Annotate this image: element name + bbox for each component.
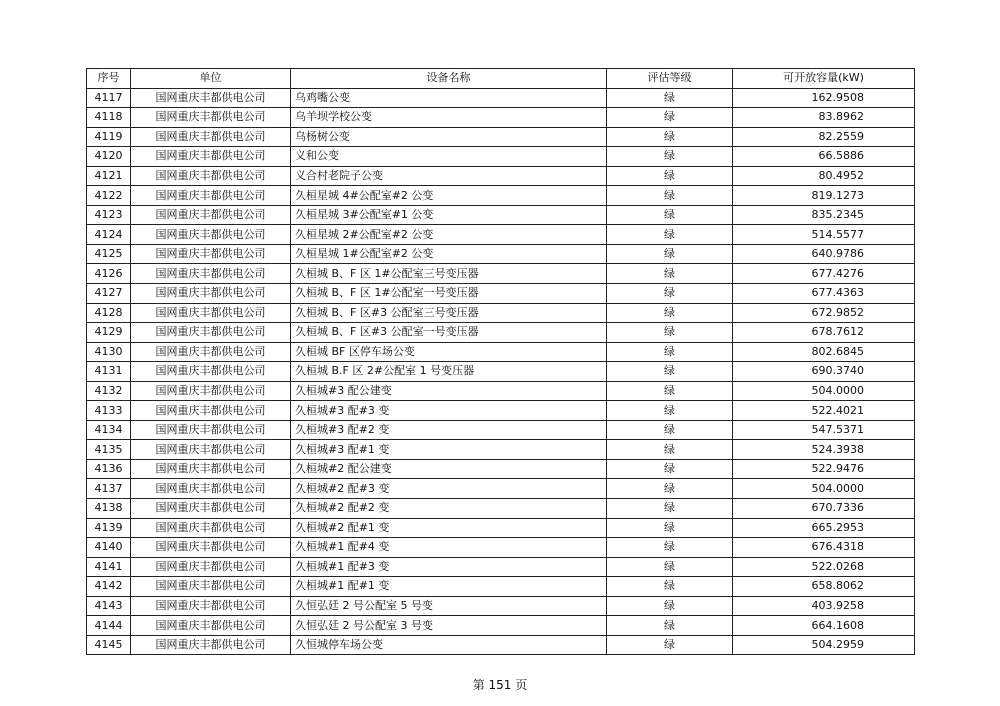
row-unit: 国网重庆丰都供电公司 — [131, 499, 291, 519]
row-serial: 4134 — [87, 420, 131, 440]
row-unit: 国网重庆丰都供电公司 — [131, 362, 291, 382]
table-row — [87, 420, 915, 440]
row-capacity: 665.2953 — [733, 518, 915, 538]
row-serial: 4123 — [87, 205, 131, 225]
row-device-name: 久桓城#2 配公建变 — [291, 459, 607, 479]
row-unit: 国网重庆丰都供电公司 — [131, 401, 291, 421]
row-capacity: 514.5577 — [733, 225, 915, 245]
row-capacity: 80.4952 — [733, 166, 915, 186]
table-row — [87, 616, 915, 636]
row-grade: 绿 — [607, 577, 733, 597]
row-grade: 绿 — [607, 284, 733, 304]
row-capacity: 403.9258 — [733, 596, 915, 616]
row-device-name: 久桓城 B、F 区 1#公配室一号变压器 — [291, 284, 607, 304]
row-serial: 4132 — [87, 381, 131, 401]
row-serial: 4128 — [87, 303, 131, 323]
row-serial: 4129 — [87, 323, 131, 343]
row-serial: 4121 — [87, 166, 131, 186]
row-serial: 4140 — [87, 538, 131, 558]
row-capacity: 690.3740 — [733, 362, 915, 382]
row-device-name: 义和公变 — [291, 147, 607, 167]
row-capacity: 677.4363 — [733, 284, 915, 304]
table-row — [87, 127, 915, 147]
table-row — [87, 205, 915, 225]
row-unit: 国网重庆丰都供电公司 — [131, 88, 291, 108]
row-capacity: 522.9476 — [733, 459, 915, 479]
row-unit: 国网重庆丰都供电公司 — [131, 127, 291, 147]
row-serial: 4133 — [87, 401, 131, 421]
table-row — [87, 538, 915, 558]
row-grade: 绿 — [607, 186, 733, 206]
row-capacity: 504.2959 — [733, 635, 915, 655]
row-serial: 4119 — [87, 127, 131, 147]
row-serial: 4127 — [87, 284, 131, 304]
table-row — [87, 479, 915, 499]
row-grade: 绿 — [607, 420, 733, 440]
row-serial: 4135 — [87, 440, 131, 460]
row-capacity: 676.4318 — [733, 538, 915, 558]
row-device-name: 义合村老院子公变 — [291, 166, 607, 186]
row-grade: 绿 — [607, 440, 733, 460]
row-grade: 绿 — [607, 166, 733, 186]
header-grade: 评估等级 — [607, 69, 733, 89]
row-capacity: 504.0000 — [733, 479, 915, 499]
row-unit: 国网重庆丰都供电公司 — [131, 577, 291, 597]
capacity-table — [86, 68, 915, 655]
page-number: 第 151 页 — [472, 678, 528, 692]
row-capacity: 835.2345 — [733, 205, 915, 225]
table-row — [87, 88, 915, 108]
row-device-name: 久桓城 BF 区停车场公变 — [291, 342, 607, 362]
row-device-name: 乌杨树公变 — [291, 127, 607, 147]
table-header-row — [87, 69, 915, 89]
row-grade: 绿 — [607, 479, 733, 499]
row-unit: 国网重庆丰都供电公司 — [131, 459, 291, 479]
row-unit: 国网重庆丰都供电公司 — [131, 479, 291, 499]
row-grade: 绿 — [607, 616, 733, 636]
table-row — [87, 499, 915, 519]
table-row — [87, 244, 915, 264]
row-grade: 绿 — [607, 147, 733, 167]
row-grade: 绿 — [607, 635, 733, 655]
row-serial: 4124 — [87, 225, 131, 245]
row-capacity: 83.8962 — [733, 108, 915, 128]
row-serial: 4137 — [87, 479, 131, 499]
row-unit: 国网重庆丰都供电公司 — [131, 323, 291, 343]
row-unit: 国网重庆丰都供电公司 — [131, 225, 291, 245]
row-capacity: 522.4021 — [733, 401, 915, 421]
row-device-name: 久恒城停车场公变 — [291, 635, 607, 655]
row-unit: 国网重庆丰都供电公司 — [131, 342, 291, 362]
row-unit: 国网重庆丰都供电公司 — [131, 518, 291, 538]
row-unit: 国网重庆丰都供电公司 — [131, 440, 291, 460]
table-row — [87, 401, 915, 421]
row-capacity: 678.7612 — [733, 323, 915, 343]
row-grade: 绿 — [607, 342, 733, 362]
row-unit: 国网重庆丰都供电公司 — [131, 108, 291, 128]
row-capacity: 524.3938 — [733, 440, 915, 460]
row-serial: 4144 — [87, 616, 131, 636]
row-device-name: 久桓城#2 配#3 变 — [291, 479, 607, 499]
row-unit: 国网重庆丰都供电公司 — [131, 420, 291, 440]
row-capacity: 522.0268 — [733, 557, 915, 577]
table-row — [87, 596, 915, 616]
row-device-name: 久桓城#1 配#3 变 — [291, 557, 607, 577]
row-unit: 国网重庆丰都供电公司 — [131, 166, 291, 186]
header-device-name: 设备名称 — [291, 69, 607, 89]
row-grade: 绿 — [607, 362, 733, 382]
row-serial: 4138 — [87, 499, 131, 519]
table-row — [87, 147, 915, 167]
row-serial: 4120 — [87, 147, 131, 167]
row-device-name: 久桓城 B、F 区 1#公配室三号变压器 — [291, 264, 607, 284]
row-device-name: 久桓星城 3#公配室#1 公变 — [291, 205, 607, 225]
row-serial: 4145 — [87, 635, 131, 655]
row-grade: 绿 — [607, 225, 733, 245]
row-grade: 绿 — [607, 401, 733, 421]
row-grade: 绿 — [607, 127, 733, 147]
row-unit: 国网重庆丰都供电公司 — [131, 205, 291, 225]
row-grade: 绿 — [607, 538, 733, 558]
row-device-name: 久桓城#2 配#1 变 — [291, 518, 607, 538]
row-device-name: 久桓星城 1#公配室#2 公变 — [291, 244, 607, 264]
row-serial: 4142 — [87, 577, 131, 597]
row-serial: 4139 — [87, 518, 131, 538]
row-unit: 国网重庆丰都供电公司 — [131, 284, 291, 304]
table-row — [87, 577, 915, 597]
row-grade: 绿 — [607, 323, 733, 343]
table-row — [87, 459, 915, 479]
row-grade: 绿 — [607, 244, 733, 264]
row-grade: 绿 — [607, 596, 733, 616]
row-serial: 4141 — [87, 557, 131, 577]
row-grade: 绿 — [607, 303, 733, 323]
table-row — [87, 362, 915, 382]
table-row — [87, 108, 915, 128]
row-device-name: 乌羊坝学校公变 — [291, 108, 607, 128]
row-grade: 绿 — [607, 459, 733, 479]
table-row — [87, 635, 915, 655]
header-serial: 序号 — [87, 69, 131, 89]
row-grade: 绿 — [607, 264, 733, 284]
row-device-name: 久桓城#2 配#2 变 — [291, 499, 607, 519]
table-row — [87, 381, 915, 401]
row-device-name: 乌鸡嘴公变 — [291, 88, 607, 108]
row-unit: 国网重庆丰都供电公司 — [131, 596, 291, 616]
row-capacity: 66.5886 — [733, 147, 915, 167]
row-device-name: 久桓城 B.F 区 2#公配室 1 号变压器 — [291, 362, 607, 382]
row-device-name: 久桓城#3 配#3 变 — [291, 401, 607, 421]
row-serial: 4122 — [87, 186, 131, 206]
row-capacity: 670.7336 — [733, 499, 915, 519]
row-unit: 国网重庆丰都供电公司 — [131, 557, 291, 577]
row-unit: 国网重庆丰都供电公司 — [131, 186, 291, 206]
row-unit: 国网重庆丰都供电公司 — [131, 381, 291, 401]
row-unit: 国网重庆丰都供电公司 — [131, 303, 291, 323]
table-row — [87, 342, 915, 362]
row-serial: 4143 — [87, 596, 131, 616]
row-device-name: 久桓城 B、F 区#3 公配室三号变压器 — [291, 303, 607, 323]
row-serial: 4118 — [87, 108, 131, 128]
row-capacity: 677.4276 — [733, 264, 915, 284]
row-capacity: 802.6845 — [733, 342, 915, 362]
row-grade: 绿 — [607, 499, 733, 519]
row-serial: 4126 — [87, 264, 131, 284]
header-unit: 单位 — [131, 69, 291, 89]
row-serial: 4117 — [87, 88, 131, 108]
row-grade: 绿 — [607, 205, 733, 225]
table-row — [87, 166, 915, 186]
row-device-name: 久桓城#3 配#2 变 — [291, 420, 607, 440]
row-device-name: 久桓星城 4#公配室#2 公变 — [291, 186, 607, 206]
row-unit: 国网重庆丰都供电公司 — [131, 635, 291, 655]
row-device-name: 久桓城#3 配#1 变 — [291, 440, 607, 460]
row-capacity: 664.1608 — [733, 616, 915, 636]
table-row — [87, 440, 915, 460]
table-row — [87, 186, 915, 206]
row-device-name: 久桓星城 2#公配室#2 公变 — [291, 225, 607, 245]
table-row — [87, 225, 915, 245]
row-unit: 国网重庆丰都供电公司 — [131, 244, 291, 264]
table-row — [87, 284, 915, 304]
row-device-name: 久恒弘廷 2 号公配室 3 号变 — [291, 616, 607, 636]
row-capacity: 82.2559 — [733, 127, 915, 147]
row-unit: 国网重庆丰都供电公司 — [131, 264, 291, 284]
row-grade: 绿 — [607, 108, 733, 128]
header-capacity: 可开放容量(kW) — [733, 69, 915, 89]
row-grade: 绿 — [607, 88, 733, 108]
row-serial: 4136 — [87, 459, 131, 479]
row-capacity: 672.9852 — [733, 303, 915, 323]
row-device-name: 久桓城#1 配#1 变 — [291, 577, 607, 597]
table-row — [87, 323, 915, 343]
row-capacity: 162.9508 — [733, 88, 915, 108]
table-row — [87, 303, 915, 323]
row-capacity: 658.8062 — [733, 577, 915, 597]
row-serial: 4125 — [87, 244, 131, 264]
table-body — [87, 88, 915, 655]
row-unit: 国网重庆丰都供电公司 — [131, 616, 291, 636]
row-device-name: 久桓城#3 配公建变 — [291, 381, 607, 401]
row-unit: 国网重庆丰都供电公司 — [131, 538, 291, 558]
row-grade: 绿 — [607, 557, 733, 577]
row-serial: 4130 — [87, 342, 131, 362]
row-serial: 4131 — [87, 362, 131, 382]
row-grade: 绿 — [607, 381, 733, 401]
row-capacity: 547.5371 — [733, 420, 915, 440]
row-capacity: 819.1273 — [733, 186, 915, 206]
table-row — [87, 557, 915, 577]
table-row — [87, 518, 915, 538]
row-unit: 国网重庆丰都供电公司 — [131, 147, 291, 167]
row-capacity: 640.9786 — [733, 244, 915, 264]
row-grade: 绿 — [607, 518, 733, 538]
row-device-name: 久桓城#1 配#4 变 — [291, 538, 607, 558]
row-capacity: 504.0000 — [733, 381, 915, 401]
row-device-name: 久恒弘廷 2 号公配室 5 号变 — [291, 596, 607, 616]
table-row — [87, 264, 915, 284]
row-device-name: 久桓城 B、F 区#3 公配室一号变压器 — [291, 323, 607, 343]
